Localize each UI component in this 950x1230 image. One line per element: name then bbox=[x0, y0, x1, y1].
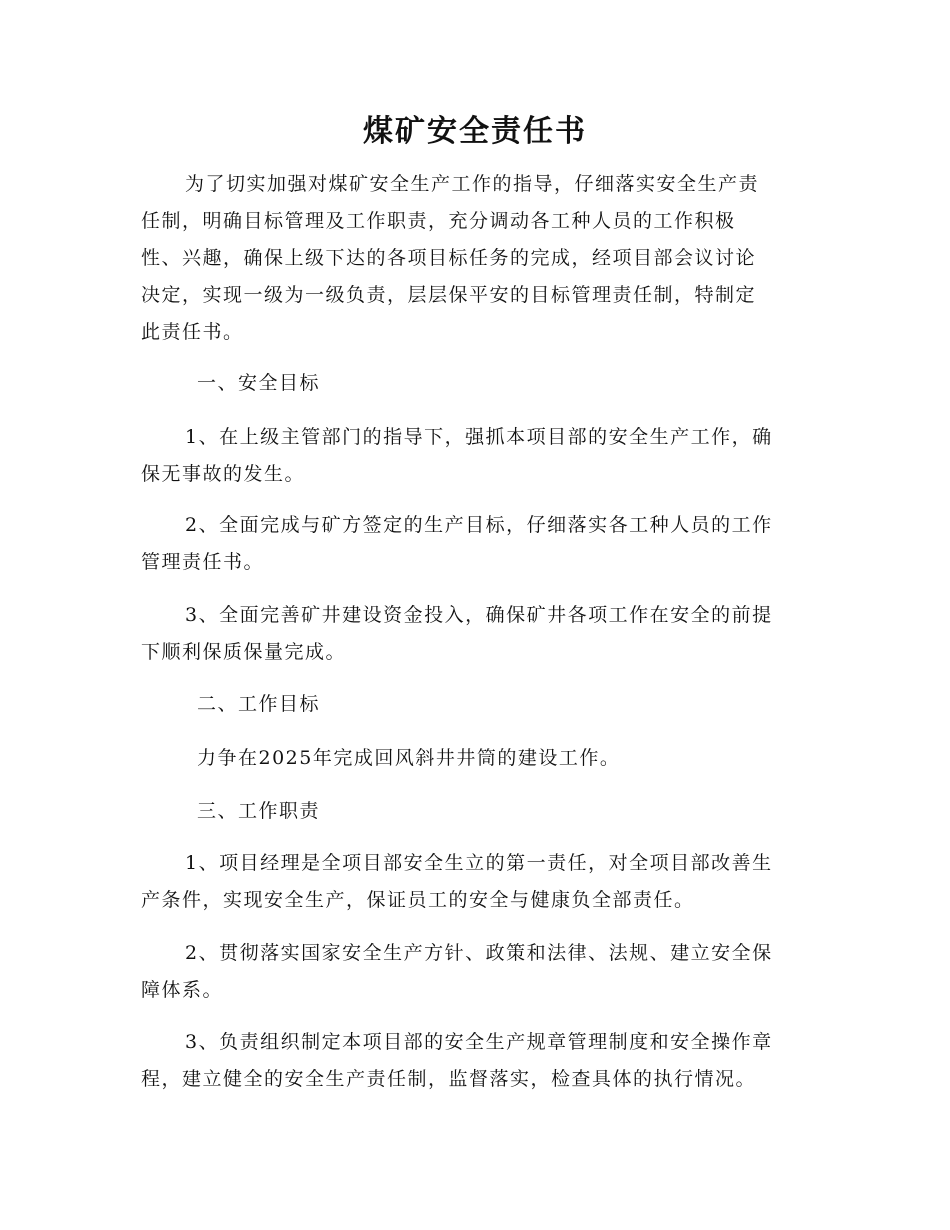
intro-line: 此责任书。 bbox=[141, 321, 244, 343]
intro-line: 决定，实现一级为一级负责，层层保平安的目标管理责任制，特制定 bbox=[141, 284, 757, 306]
item-line: 1、在上级主管部门的指导下，强抓本项目部的安全生产工作，确 bbox=[185, 426, 773, 448]
item-line: 保无事故的发生。 bbox=[141, 463, 306, 485]
item-line: 2、全面完成与矿方签定的生产目标，仔细落实各工种人员的工作 bbox=[185, 514, 773, 536]
intro-line: 任制，明确目标管理及工作职责，充分调动各工种人员的工作积极 bbox=[141, 210, 736, 232]
section-heading-duties: 三、工作职责 bbox=[197, 800, 321, 822]
item-line: 产条件，实现安全生产，保证员工的安全与健康负全部责任。 bbox=[141, 889, 695, 911]
work-goal-text: 力争在2025年完成回风斜井井筒的建设工作。 bbox=[197, 747, 621, 769]
section-heading-safety: 一、安全目标 bbox=[197, 372, 321, 394]
item-line: 1、项目经理是全项目部安全生立的第一责任，对全项目部改善生 bbox=[185, 852, 773, 874]
intro-line: 为了切实加强对煤矿安全生产工作的指导，仔细落实安全生产责 bbox=[185, 173, 760, 195]
safety-item-2 bbox=[141, 507, 809, 581]
item-line: 2、贯彻落实国家安全生产方针、政策和法律、法规、建立安全保 bbox=[185, 942, 773, 964]
duty-item-2 bbox=[141, 935, 809, 1009]
item-line: 下顺利保质保量完成。 bbox=[141, 641, 347, 663]
duty-item-1 bbox=[141, 845, 809, 919]
duty-item-3 bbox=[141, 1024, 809, 1098]
document-title: 煤矿安全责任书 bbox=[363, 114, 587, 149]
safety-item-1 bbox=[141, 419, 809, 493]
item-line: 障体系。 bbox=[141, 979, 224, 1001]
safety-item-3 bbox=[141, 597, 809, 671]
intro-line: 性、兴趣，确保上级下达的各项目标任务的完成，经项目部会议讨论 bbox=[141, 247, 757, 269]
section-heading-work-goal: 二、工作目标 bbox=[197, 693, 321, 715]
item-line: 管理责任书。 bbox=[141, 551, 265, 573]
item-line: 3、负责组织制定本项目部的安全生产规章管理制度和安全操作章 bbox=[185, 1031, 773, 1053]
intro-paragraph bbox=[141, 166, 809, 351]
item-line: 程，建立健全的安全生产责任制，监督落实，检查具体的执行情况。 bbox=[141, 1068, 757, 1090]
item-line: 3、全面完善矿井建设资金投入，确保矿井各项工作在安全的前提 bbox=[185, 604, 773, 626]
